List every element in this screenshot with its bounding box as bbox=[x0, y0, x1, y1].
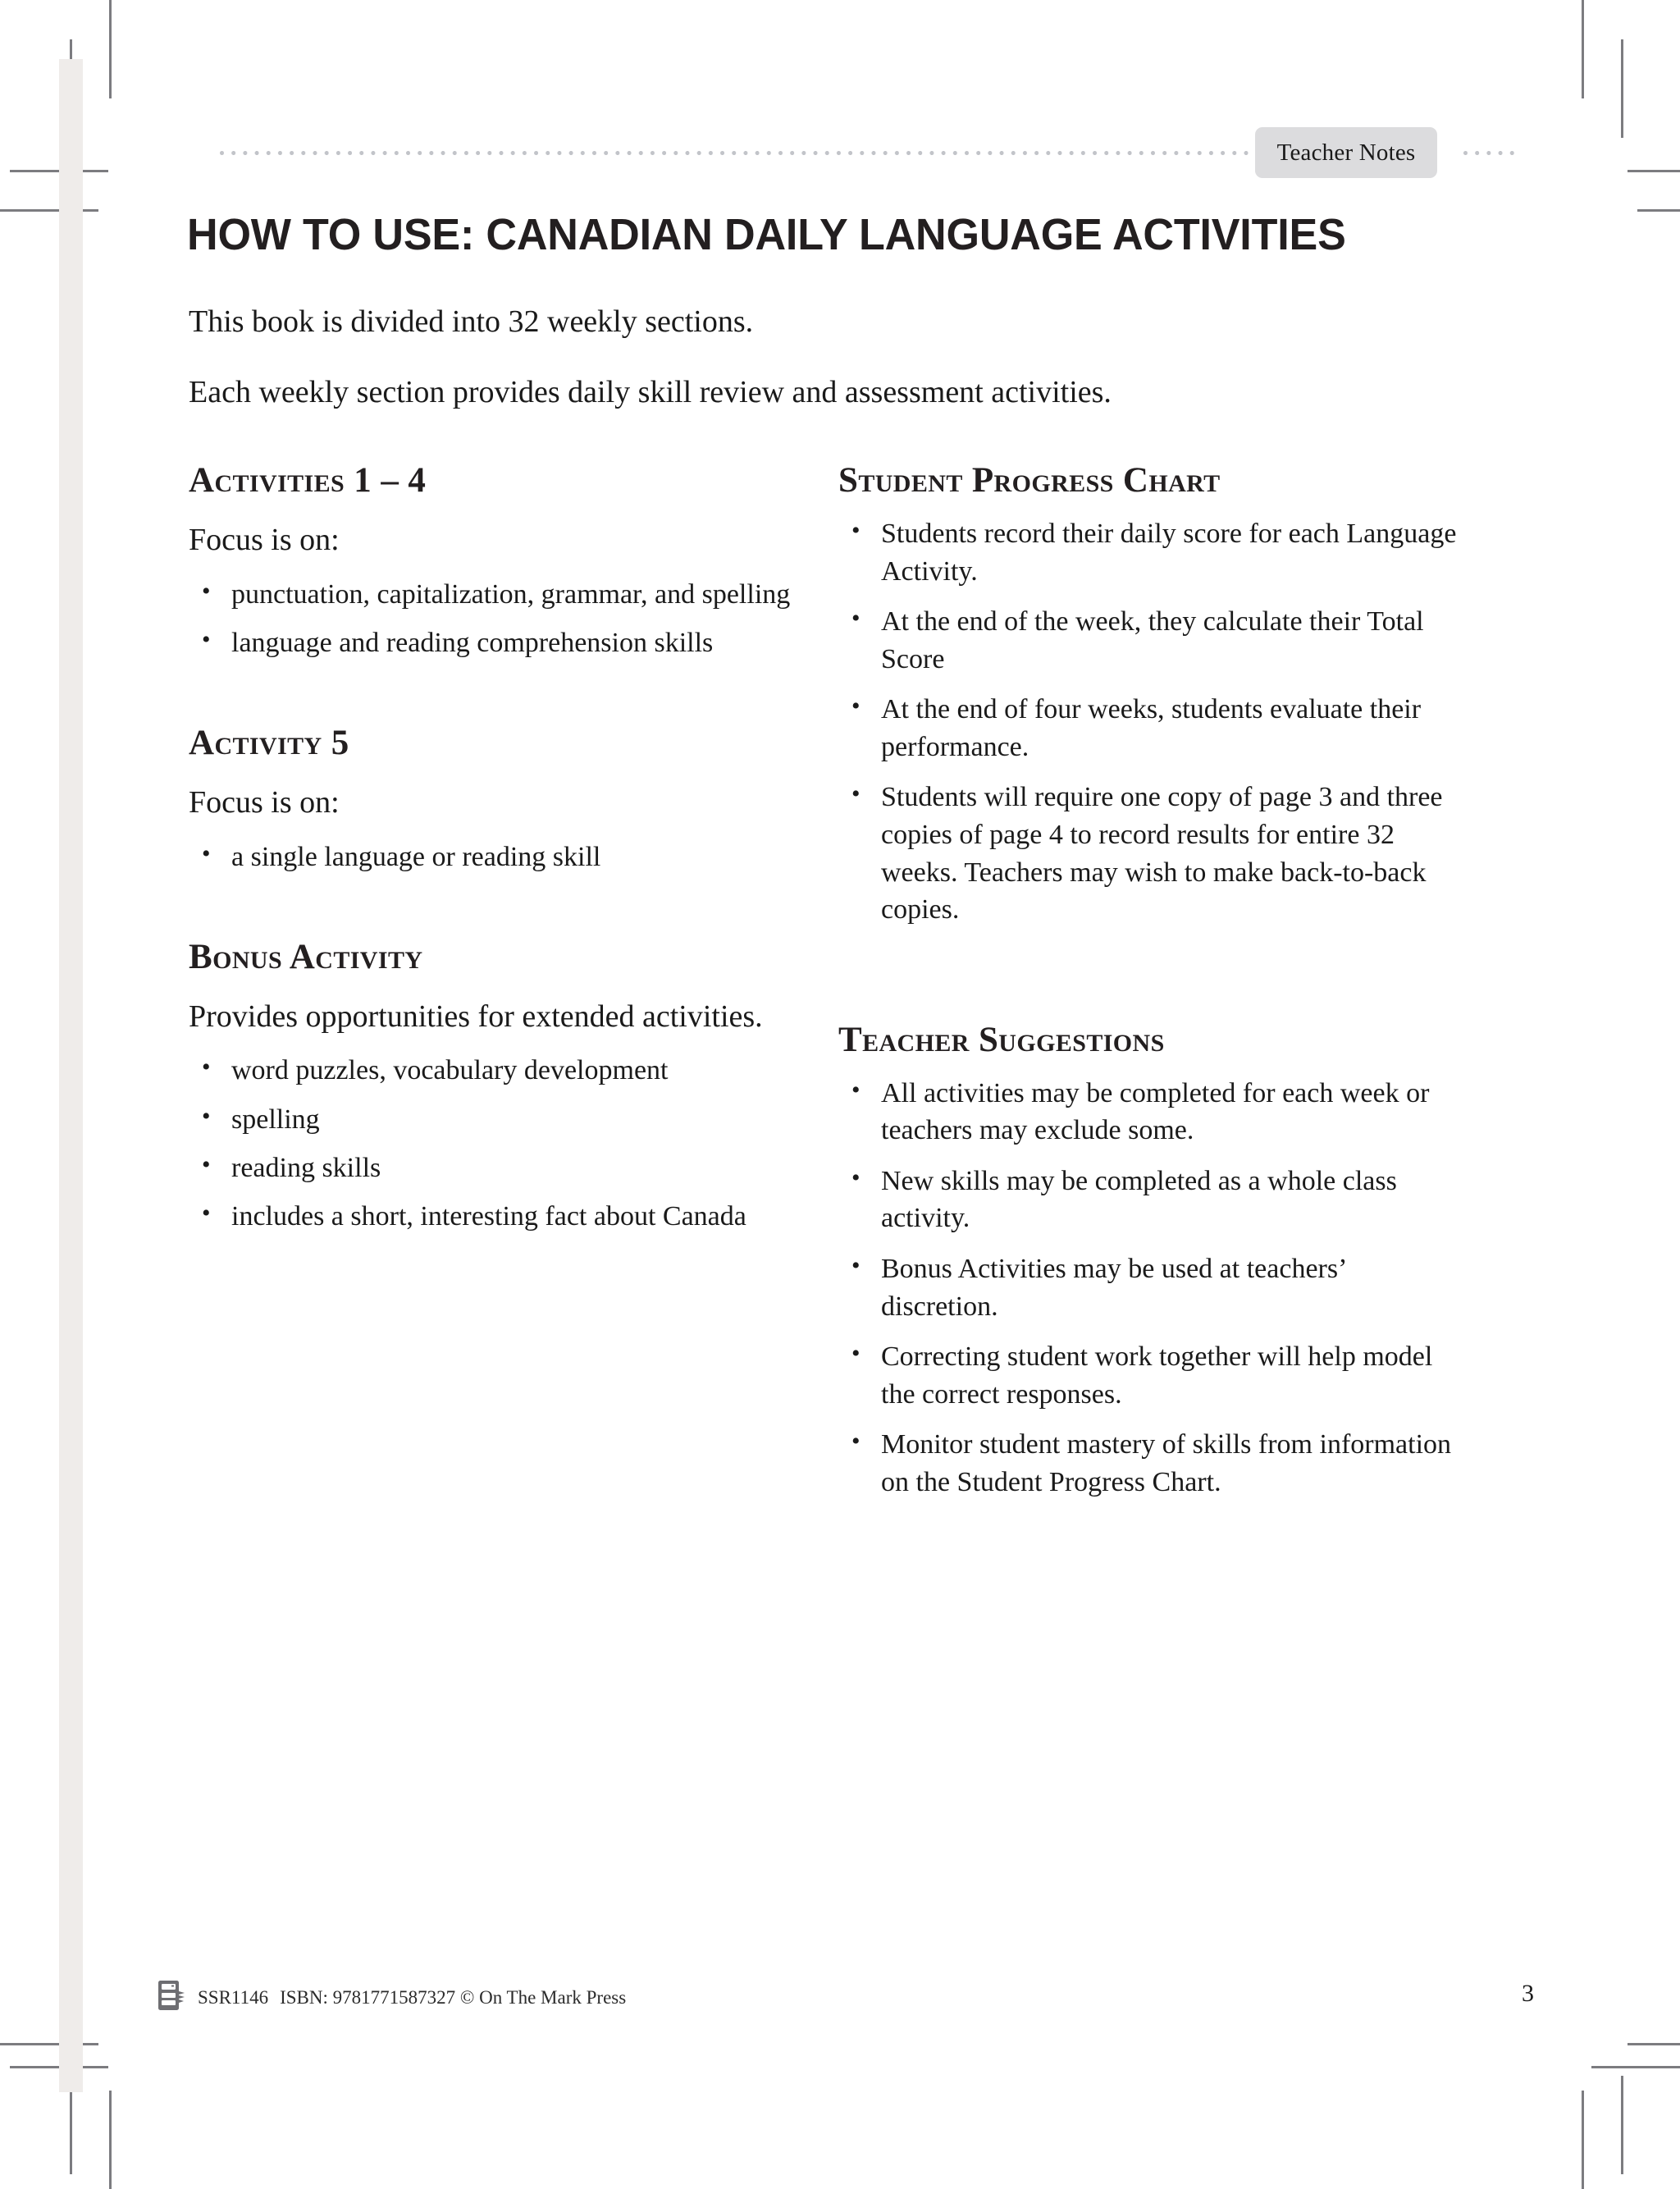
list-item: • At the end of four weeks, students evaluate their performance. bbox=[838, 691, 1462, 765]
teacher-notes-badge: Teacher Notes bbox=[1255, 127, 1437, 178]
right-column bbox=[838, 461, 1462, 1514]
page-number: 3 bbox=[1522, 1980, 1534, 2007]
crop-mark-top-right-horizontal-1 bbox=[1628, 170, 1680, 172]
page-title: HOW TO USE: CANADIAN DAILY LANGUAGE ACTIVITIES bbox=[187, 210, 1346, 259]
list-item: • Students will require one copy of page 3 and three copies of page 4 to record results for entire 32 weeks. Teachers may wish to make back-to-back copies. bbox=[838, 779, 1462, 928]
section-subheading-activity-5: Focus is on: bbox=[189, 785, 340, 820]
list-item: • At the end of the week, they calculate their Total Score bbox=[838, 603, 1462, 678]
spacer bbox=[189, 661, 796, 724]
list-item: • word puzzles, vocabulary development bbox=[189, 1052, 796, 1089]
crop-mark-bottom-right-horizontal-1 bbox=[1628, 2043, 1680, 2045]
crop-mark-bottom-right-horizontal-2 bbox=[1591, 2066, 1680, 2068]
intro-paragraph-2: Each weekly section provides daily skill review and assessment activities. bbox=[189, 374, 1112, 409]
section-subheading-bonus-activity: Provides opportunities for extended activities. bbox=[189, 999, 763, 1034]
list-item: • Bonus Activities may be used at teachers’ discretion. bbox=[838, 1250, 1462, 1325]
crop-mark-top-left-horizontal-2 bbox=[0, 209, 98, 212]
crop-mark-bottom-left-vertical-2 bbox=[109, 2091, 112, 2189]
page-footer bbox=[156, 1977, 1534, 2035]
crop-mark-bottom-right-vertical-1 bbox=[1582, 2091, 1584, 2189]
footer-left-group bbox=[156, 1977, 626, 2018]
copier-icon bbox=[156, 1977, 187, 2018]
list-item: • a single language or reading skill bbox=[189, 839, 796, 875]
list-item: • language and reading comprehension skills bbox=[189, 624, 796, 661]
crop-mark-top-right-vertical-1 bbox=[1582, 0, 1584, 98]
bullet-list-teacher-suggestions bbox=[838, 1075, 1462, 1501]
spacer bbox=[189, 875, 796, 938]
crop-mark-top-left-vertical-2 bbox=[109, 0, 112, 98]
bullet-list-bonus-activity bbox=[189, 1052, 796, 1235]
section-activity-5 bbox=[189, 724, 796, 875]
crop-mark-bottom-right-vertical-2 bbox=[1621, 2076, 1623, 2174]
list-item: • Students record their daily score for each Language Activity. bbox=[838, 515, 1462, 590]
list-item: • spelling bbox=[189, 1101, 796, 1138]
bullet-list-student-progress-chart bbox=[838, 515, 1462, 928]
section-heading-student-progress-chart: Student Progress Chart bbox=[838, 461, 1221, 500]
section-activities-1-4 bbox=[189, 461, 796, 661]
dotted-rule-right bbox=[1463, 151, 1516, 155]
intro-block bbox=[189, 302, 1419, 442]
footer-isbn-publisher: ISBN: 9781771587327 © On The Mark Press bbox=[280, 1986, 627, 2008]
bullet-list-activity-5 bbox=[189, 839, 796, 875]
footer-product-code: SSR1146 bbox=[198, 1986, 269, 2008]
list-item: • reading skills bbox=[189, 1149, 796, 1186]
bullet-list-activities-1-4 bbox=[189, 576, 796, 661]
section-heading-teacher-suggestions: Teacher Suggestions bbox=[838, 1020, 1165, 1059]
intro-paragraph-1: This book is divided into 32 weekly sections. bbox=[189, 304, 754, 339]
footer-imprint bbox=[198, 1987, 626, 2008]
crop-mark-top-right-vertical-2 bbox=[1621, 39, 1623, 138]
section-subheading-activities-1-4: Focus is on: bbox=[189, 523, 340, 558]
list-item: • Correcting student work together will help model the correct responses. bbox=[838, 1338, 1462, 1413]
binding-strip bbox=[59, 59, 83, 2092]
dotted-rule-left bbox=[220, 151, 1255, 155]
section-teacher-suggestions bbox=[838, 1021, 1462, 1501]
list-item: • Monitor student mastery of skills from information on the Student Progress Chart. bbox=[838, 1426, 1462, 1501]
crop-mark-top-right-horizontal-2 bbox=[1637, 209, 1680, 212]
page-header bbox=[220, 127, 1516, 178]
spacer bbox=[838, 942, 1462, 1021]
list-item: • includes a short, interesting fact about Canada bbox=[189, 1198, 796, 1235]
section-bonus-activity bbox=[189, 938, 796, 1235]
section-heading-activity-5: Activity 5 bbox=[189, 723, 349, 762]
left-column bbox=[189, 461, 796, 1235]
list-item: • punctuation, capitalization, grammar, and spelling bbox=[189, 576, 796, 613]
section-heading-bonus-activity: Bonus Activity bbox=[189, 937, 423, 976]
section-student-progress-chart bbox=[838, 461, 1462, 929]
list-item: • All activities may be completed for each week or teachers may exclude some. bbox=[838, 1075, 1462, 1149]
section-heading-activities-1-4: Activities 1 – 4 bbox=[189, 461, 427, 500]
crop-mark-bottom-left-horizontal-1 bbox=[0, 2043, 98, 2045]
list-item: • New skills may be completed as a whole class activity. bbox=[838, 1163, 1462, 1237]
